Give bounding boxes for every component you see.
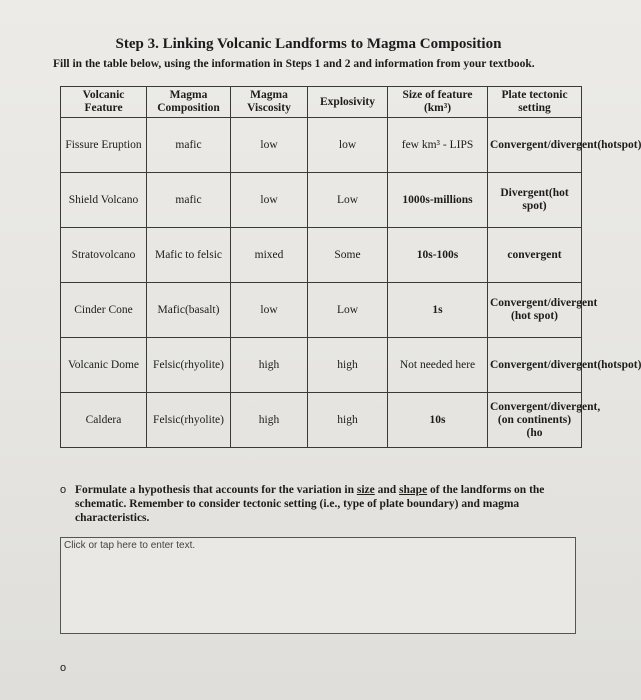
header-feature: Volcanic Feature <box>61 87 147 118</box>
bottom-bullet-marker: o <box>60 662 67 674</box>
answer-placeholder: Click or tap here to enter text. <box>64 540 196 551</box>
prompt-text-3: of the landforms on the schematic. Remember to consider tectonic setting (i.e., type of plate boundary) and magma characteristics. <box>75 484 545 524</box>
cell-composition[interactable]: Mafic to felsic <box>147 228 231 283</box>
cell-explosivity[interactable]: high <box>308 338 388 393</box>
cell-feature: Cinder Cone <box>61 283 147 338</box>
cell-explosivity[interactable]: high <box>308 393 388 448</box>
cell-composition[interactable]: Felsic(rhyolite) <box>147 393 231 448</box>
cell-explosivity[interactable]: low <box>308 118 388 173</box>
cell-feature: Fissure Eruption <box>61 118 147 173</box>
cell-viscosity[interactable]: low <box>231 118 308 173</box>
cell-feature: Volcanic Dome <box>61 338 147 393</box>
table-row <box>61 283 582 338</box>
header-size: Size of feature (km³) <box>388 87 488 118</box>
hypothesis-answer-field[interactable] <box>60 537 576 634</box>
cell-explosivity[interactable]: Some <box>308 228 388 283</box>
prompt-shape-word: shape <box>399 484 428 496</box>
cell-composition[interactable]: mafic <box>147 118 231 173</box>
cell-composition[interactable]: mafic <box>147 173 231 228</box>
cell-setting[interactable]: Convergent/divergent (hot spot) <box>488 283 582 338</box>
hypothesis-prompt <box>75 483 555 525</box>
cell-size[interactable]: 1s <box>388 283 488 338</box>
cell-setting[interactable]: Convergent/divergent(hotspot) <box>488 118 582 173</box>
header-setting: Plate tectonic setting <box>488 87 582 118</box>
cell-viscosity[interactable]: mixed <box>231 228 308 283</box>
cell-setting[interactable]: Convergent/divergent(hotspot) <box>488 338 582 393</box>
cell-explosivity[interactable]: Low <box>308 283 388 338</box>
header-viscosity: Magma Viscosity <box>231 87 308 118</box>
cell-setting[interactable]: Convergent/divergent, (on continents)(ho <box>488 393 582 448</box>
cell-viscosity[interactable]: low <box>231 283 308 338</box>
page-title: Step 3. Linking Volcanic Landforms to Magma Composition <box>115 36 502 52</box>
cell-size[interactable]: 10s <box>388 393 488 448</box>
table-row <box>61 228 582 283</box>
cell-setting[interactable]: convergent <box>488 228 582 283</box>
header-explosivity: Explosivity <box>308 87 388 118</box>
table-row <box>61 173 582 228</box>
cell-size[interactable]: 10s-100s <box>388 228 488 283</box>
cell-composition[interactable]: Mafic(basalt) <box>147 283 231 338</box>
prompt-text-1: Formulate a hypothesis that accounts for the variation in <box>75 484 357 496</box>
cell-setting[interactable]: Divergent(hot spot) <box>488 173 582 228</box>
cell-feature: Caldera <box>61 393 147 448</box>
table-header-row <box>61 87 582 118</box>
cell-feature: Shield Volcano <box>61 173 147 228</box>
cell-explosivity[interactable]: Low <box>308 173 388 228</box>
cell-size[interactable]: 1000s-millions <box>388 173 488 228</box>
instructions-text: Fill in the table below, using the information in Steps 1 and 2 and information from your textbook. <box>53 58 535 70</box>
bullet-marker: o <box>60 484 67 496</box>
landform-table <box>60 86 641 448</box>
table-row <box>61 118 582 173</box>
cell-viscosity[interactable]: low <box>231 173 308 228</box>
prompt-text-2: and <box>374 484 400 496</box>
cell-size[interactable]: few km³ - LIPS <box>388 118 488 173</box>
header-composition: Magma Composition <box>147 87 231 118</box>
cell-viscosity[interactable]: high <box>231 393 308 448</box>
cell-size[interactable]: Not needed here <box>388 338 488 393</box>
cell-feature: Stratovolcano <box>61 228 147 283</box>
table-row <box>61 338 582 393</box>
table-row <box>61 393 582 448</box>
prompt-size-word: size <box>356 484 375 496</box>
cell-composition[interactable]: Felsic(rhyolite) <box>147 338 231 393</box>
cell-viscosity[interactable]: high <box>231 338 308 393</box>
